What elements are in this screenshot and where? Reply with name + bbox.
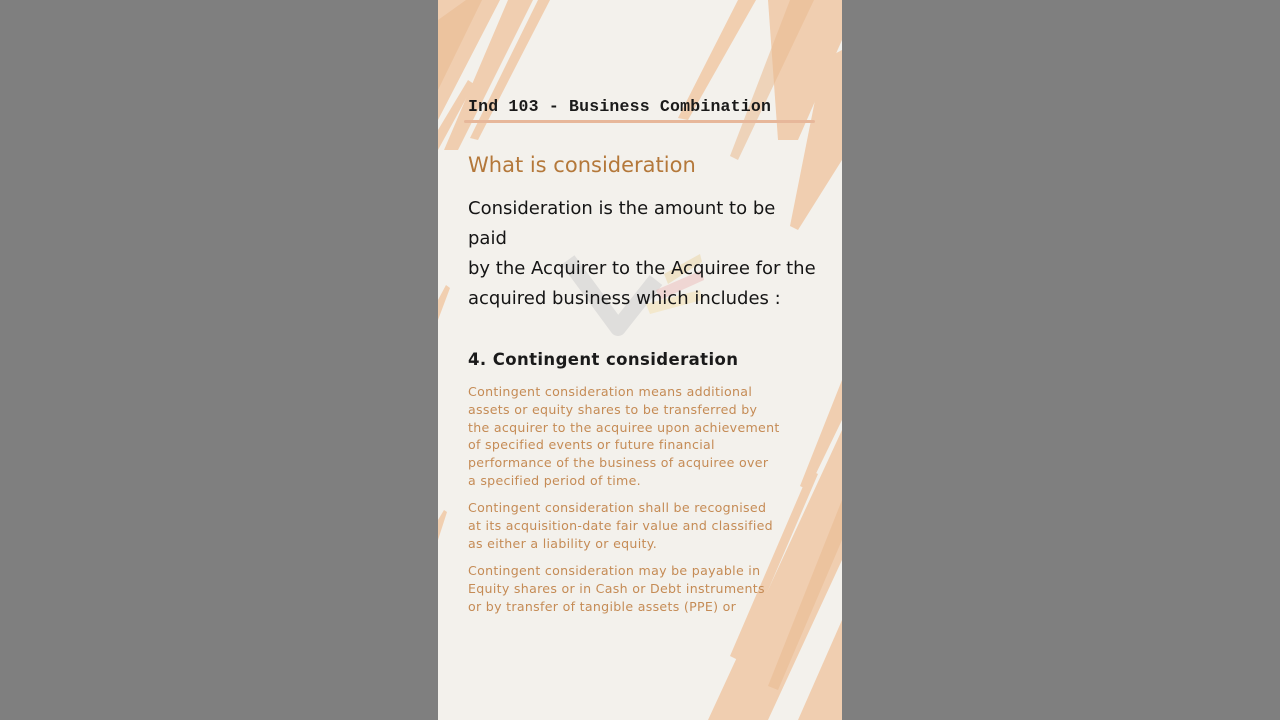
intro-line: by the Acquirer to the Acquiree for the [468,258,816,279]
paragraph-line: Contingent consideration means additional [468,384,753,399]
paragraph-line: as either a liability or equity. [468,535,658,551]
paragraph-recognition [468,499,798,552]
paragraph-line: a specified period of time. [468,472,641,488]
paragraph-line: assets or equity shares to be transferred by [468,401,758,417]
paragraph-line: the acquirer to the acquiree upon achievement [468,419,780,435]
paragraph-line: or by transfer of tangible assets (PPE) or [468,598,737,614]
paragraph-line: Contingent consideration shall be recognised [468,500,767,515]
contingent-consideration-heading: 4. Contingent consideration [468,350,739,369]
paragraph-line: at its acquisition-date fair value and classified [468,517,773,533]
paragraph-payable [468,562,798,615]
paragraph-line: Contingent consideration may be payable in [468,563,761,578]
paragraph-line: performance of the business of acquiree over [468,455,769,471]
paragraph-definition [468,383,798,490]
section-heading-what-is-consideration: What is consideration [468,153,696,177]
slide-card [438,0,842,720]
intro-line: Consideration is the amount to be paid [468,198,776,249]
intro-line: acquired business which includes : [468,288,781,309]
paragraph-line: of specified events or future financial [468,437,715,453]
title-underline [464,120,815,123]
paragraph-line: Equity shares or in Cash or Debt instruments [468,580,765,596]
page-title: Ind 103 - Business Combination [468,97,772,116]
intro-text [468,194,818,314]
